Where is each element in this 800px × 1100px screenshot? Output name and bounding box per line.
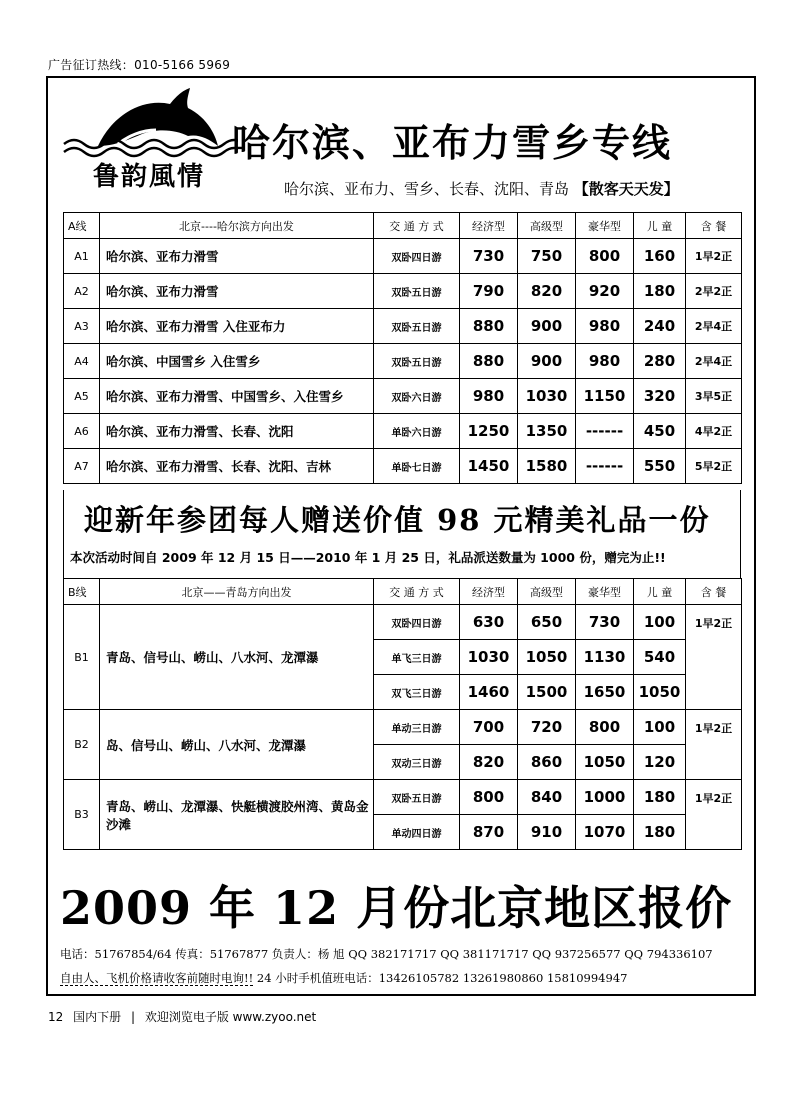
price-child: 120 <box>634 745 686 780</box>
transport-type: 单卧六日游 <box>374 414 460 449</box>
route-code: A3 <box>64 309 100 344</box>
price-luxury: 800 <box>576 239 634 274</box>
route-code: A7 <box>64 449 100 484</box>
meals-included: 1早2正 <box>686 605 742 710</box>
price-premium: 720 <box>518 710 576 745</box>
price-economy: 880 <box>460 344 518 379</box>
brand-logo-text: 鲁韵風情 <box>92 162 205 192</box>
column-header: B线 <box>64 579 100 605</box>
price-economy: 700 <box>460 710 518 745</box>
section-name: 国内下册 <box>73 1010 122 1024</box>
column-header: 豪华型 <box>576 579 634 605</box>
price-luxury: ------ <box>576 449 634 484</box>
table-row <box>64 710 742 745</box>
price-child: 180 <box>634 274 686 309</box>
column-header: 儿 童 <box>634 579 686 605</box>
price-premium: 650 <box>518 605 576 640</box>
price-luxury: 1650 <box>576 675 634 710</box>
price-economy: 980 <box>460 379 518 414</box>
meals-included: 1早2正 <box>686 239 742 274</box>
new-year-promo <box>63 490 741 578</box>
transport-type: 双卧五日游 <box>374 274 460 309</box>
price-luxury: 1000 <box>576 780 634 815</box>
transport-type: 单飞三日游 <box>374 640 460 675</box>
route-name: 青岛、崂山、龙潭瀑、快艇横渡胶州湾、黄岛金沙滩 <box>100 780 374 850</box>
price-table-a <box>63 212 742 484</box>
route-name: 哈尔滨、亚布力滑雪 入住亚布力 <box>100 309 374 344</box>
price-premium: 820 <box>518 274 576 309</box>
table-row <box>64 344 742 379</box>
column-header: 含 餐 <box>686 579 742 605</box>
transport-type: 双卧六日游 <box>374 379 460 414</box>
column-header: 含 餐 <box>686 213 742 239</box>
transport-type: 双卧五日游 <box>374 780 460 815</box>
price-luxury: 1070 <box>576 815 634 850</box>
price-luxury: 1050 <box>576 745 634 780</box>
price-child: 100 <box>634 605 686 640</box>
price-economy: 730 <box>460 239 518 274</box>
table-row <box>64 379 742 414</box>
meals-included: 1早2正 <box>686 710 742 780</box>
contact-phones: 电话：51767854/64 传真：51767877 负责人：杨 旭 QQ 382171717 QQ 381171717 QQ 937256577 QQ 794336107 <box>60 947 713 961</box>
price-luxury: 800 <box>576 710 634 745</box>
route-name: 青岛、信号山、崂山、八水河、龙潭瀑 <box>100 605 374 710</box>
price-premium: 840 <box>518 780 576 815</box>
column-header: 北京——青岛方向出发 <box>100 579 374 605</box>
price-premium: 860 <box>518 745 576 780</box>
meals-included: 4早2正 <box>686 414 742 449</box>
meals-included: 3早5正 <box>686 379 742 414</box>
price-luxury: ------ <box>576 414 634 449</box>
price-child: 240 <box>634 309 686 344</box>
table-row <box>64 780 742 815</box>
ad-hotline: 广告征订热线：010-5166 5969 <box>48 58 231 72</box>
meals-included: 2早4正 <box>686 344 742 379</box>
page-footer <box>48 1008 316 1025</box>
route-code: B1 <box>64 605 100 710</box>
route-name: 哈尔滨、亚布力滑雪、长春、沈阳 <box>100 414 374 449</box>
price-child: 450 <box>634 414 686 449</box>
route-name: 哈尔滨、亚布力滑雪 <box>100 274 374 309</box>
transport-type: 单动四日游 <box>374 815 460 850</box>
price-economy: 880 <box>460 309 518 344</box>
price-luxury: 1130 <box>576 640 634 675</box>
table-row <box>64 414 742 449</box>
table-header-row <box>64 579 742 605</box>
route-code: B3 <box>64 780 100 850</box>
price-luxury: 730 <box>576 605 634 640</box>
price-child: 160 <box>634 239 686 274</box>
footer-separator: | <box>130 1010 135 1024</box>
promo-title: 迎新年参团每人赠送价值 98 元精美礼品一份 <box>84 503 711 537</box>
contact-hotline <box>60 970 750 986</box>
price-inquiry-note: 自由人、飞机价格请收客前随时电询!! <box>60 971 254 985</box>
price-premium: 1030 <box>518 379 576 414</box>
price-child: 180 <box>634 815 686 850</box>
column-header: 高级型 <box>518 579 576 605</box>
table-row <box>64 239 742 274</box>
price-child: 180 <box>634 780 686 815</box>
price-table-b <box>63 578 742 850</box>
transport-type: 双卧五日游 <box>374 309 460 344</box>
price-economy: 790 <box>460 274 518 309</box>
price-child: 100 <box>634 710 686 745</box>
transport-type: 双飞三日游 <box>374 675 460 710</box>
price-premium: 1350 <box>518 414 576 449</box>
meals-included: 2早4正 <box>686 309 742 344</box>
route-code: A1 <box>64 239 100 274</box>
transport-type: 双动三日游 <box>374 745 460 780</box>
price-economy: 1450 <box>460 449 518 484</box>
price-premium: 1050 <box>518 640 576 675</box>
column-header: 豪华型 <box>576 213 634 239</box>
price-economy: 1030 <box>460 640 518 675</box>
meals-included: 1早2正 <box>686 780 742 850</box>
table-row <box>64 449 742 484</box>
transport-type: 双卧四日游 <box>374 239 460 274</box>
transport-type: 单动三日游 <box>374 710 460 745</box>
price-economy: 1460 <box>460 675 518 710</box>
price-child: 320 <box>634 379 686 414</box>
column-header: 经济型 <box>460 213 518 239</box>
daily-departure-tag: 【散客天天发】 <box>573 180 679 198</box>
route-code: A5 <box>64 379 100 414</box>
table-header-row <box>64 213 742 239</box>
route-name: 哈尔滨、中国雪乡 入住雪乡 <box>100 344 374 379</box>
column-header: 高级型 <box>518 213 576 239</box>
price-premium: 750 <box>518 239 576 274</box>
price-premium: 900 <box>518 309 576 344</box>
route-name: 哈尔滨、亚布力滑雪、中国雪乡、入住雪乡 <box>100 379 374 414</box>
price-child: 550 <box>634 449 686 484</box>
price-luxury: 1150 <box>576 379 634 414</box>
route-code: A6 <box>64 414 100 449</box>
price-economy: 1250 <box>460 414 518 449</box>
price-luxury: 920 <box>576 274 634 309</box>
page-headline: 哈尔滨、亚布力雪乡专线 <box>232 120 673 165</box>
price-luxury: 980 <box>576 309 634 344</box>
price-premium: 1500 <box>518 675 576 710</box>
footer-slogan: 欢迎浏览电子版 <box>144 1010 229 1024</box>
column-header: 北京----哈尔滨方向出发 <box>100 213 374 239</box>
column-header: A线 <box>64 213 100 239</box>
price-premium: 1580 <box>518 449 576 484</box>
price-luxury: 980 <box>576 344 634 379</box>
price-period-title: 2009 年 12 月份北京地区报价 <box>60 881 733 935</box>
table-row <box>64 274 742 309</box>
price-economy: 630 <box>460 605 518 640</box>
column-header: 经济型 <box>460 579 518 605</box>
transport-type: 双卧五日游 <box>374 344 460 379</box>
mobile-hotline: 24 小时手机值班电话：13426105782 13261980860 15810994947 <box>253 971 628 985</box>
price-child: 540 <box>634 640 686 675</box>
meals-included: 2早2正 <box>686 274 742 309</box>
route-code: A4 <box>64 344 100 379</box>
route-name: 哈尔滨、亚布力滑雪 <box>100 239 374 274</box>
route-name: 哈尔滨、亚布力滑雪、长春、沈阳、吉林 <box>100 449 374 484</box>
table-row <box>64 309 742 344</box>
meals-included: 5早2正 <box>686 449 742 484</box>
price-child: 1050 <box>634 675 686 710</box>
column-header: 交 通 方 式 <box>374 579 460 605</box>
price-premium: 910 <box>518 815 576 850</box>
table-row <box>64 605 742 640</box>
price-economy: 800 <box>460 780 518 815</box>
column-header: 儿 童 <box>634 213 686 239</box>
route-code: A2 <box>64 274 100 309</box>
destination-subline <box>284 178 744 199</box>
page-number: 12 <box>48 1010 64 1024</box>
route-name: 岛、信号山、崂山、八水河、龙潭瀑 <box>100 710 374 780</box>
price-economy: 820 <box>460 745 518 780</box>
transport-type: 单卧七日游 <box>374 449 460 484</box>
transport-type: 双卧四日游 <box>374 605 460 640</box>
promo-note: 本次活动时间自 2009 年 12 月 15 日——2010 年 1 月 25 日，礼品派送数量为 1000 份，赠完为止!! <box>70 550 666 565</box>
route-code: B2 <box>64 710 100 780</box>
column-header: 交 通 方 式 <box>374 213 460 239</box>
price-economy: 870 <box>460 815 518 850</box>
destination-cities: 哈尔滨、亚布力、雪乡、长春、沈阳、青岛 <box>284 180 570 198</box>
footer-url[interactable]: www.zyoo.net <box>232 1010 317 1024</box>
price-child: 280 <box>634 344 686 379</box>
price-premium: 900 <box>518 344 576 379</box>
